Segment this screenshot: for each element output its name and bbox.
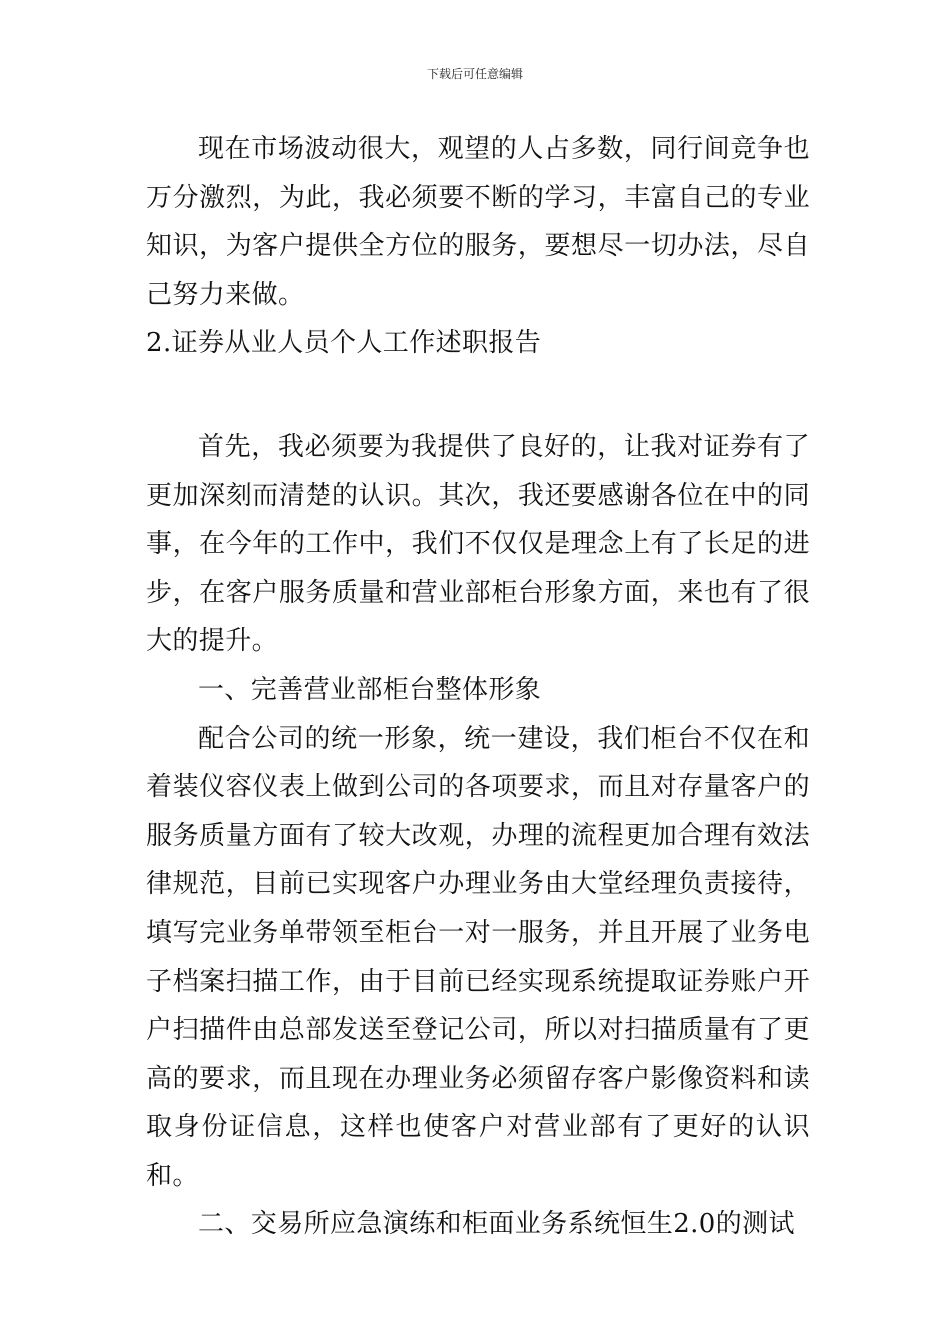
page-header: 下载后可任意编辑 <box>426 67 523 81</box>
document-body <box>146 125 810 1249</box>
blank-spacer <box>146 368 810 423</box>
section-heading-2: 二、交易所应急演练和柜面业务系统恒生2.0的测试 <box>198 1209 795 1240</box>
report-heading: 2.证券从业人员个人工作述职报告 <box>146 328 542 359</box>
paragraph-counter: 配合公司的统一形象，统一建设，我们柜台不仅在和着装仪容仪表上做到公司的各项要求，而且对存量客户的服务质量方面有了较大改观，办理的流程更加合理有效法律规范，目前已实现客户办理业务由大堂经理负责接待，填写完业务单带领至柜台一对一服务，并且开展了业务电子档案扫描工作，由于目前已经实现系统提取证券账户开户扫描件由总部发送至登记公司，所以对扫描质量有了更高的要求，而且现在办理业务必须留存客户影像资料和读取身份证信息，这样也使客户对营业部有了更好的认识和。 <box>146 723 810 1191</box>
paragraph-intro: 首先，我必须要为我提供了良好的，让我对证券有了更加深刻而清楚的认识。其次，我还要感谢各位在中的同事，在今年的工作中，我们不仅仅是理念上有了长足的进步，在客户服务质量和营业部柜台形象方面，来也有了很大的提升。 <box>146 431 810 657</box>
section-heading-1: 一、完善营业部柜台整体形象 <box>198 674 542 705</box>
paragraph-market: 现在市场波动很大，观望的人占多数，同行间竞争也万分激烈，为此，我必须要不断的学习，丰富自己的专业知识，为客户提供全方位的服务，要想尽一切办法，尽自己努力来做。 <box>146 134 810 310</box>
